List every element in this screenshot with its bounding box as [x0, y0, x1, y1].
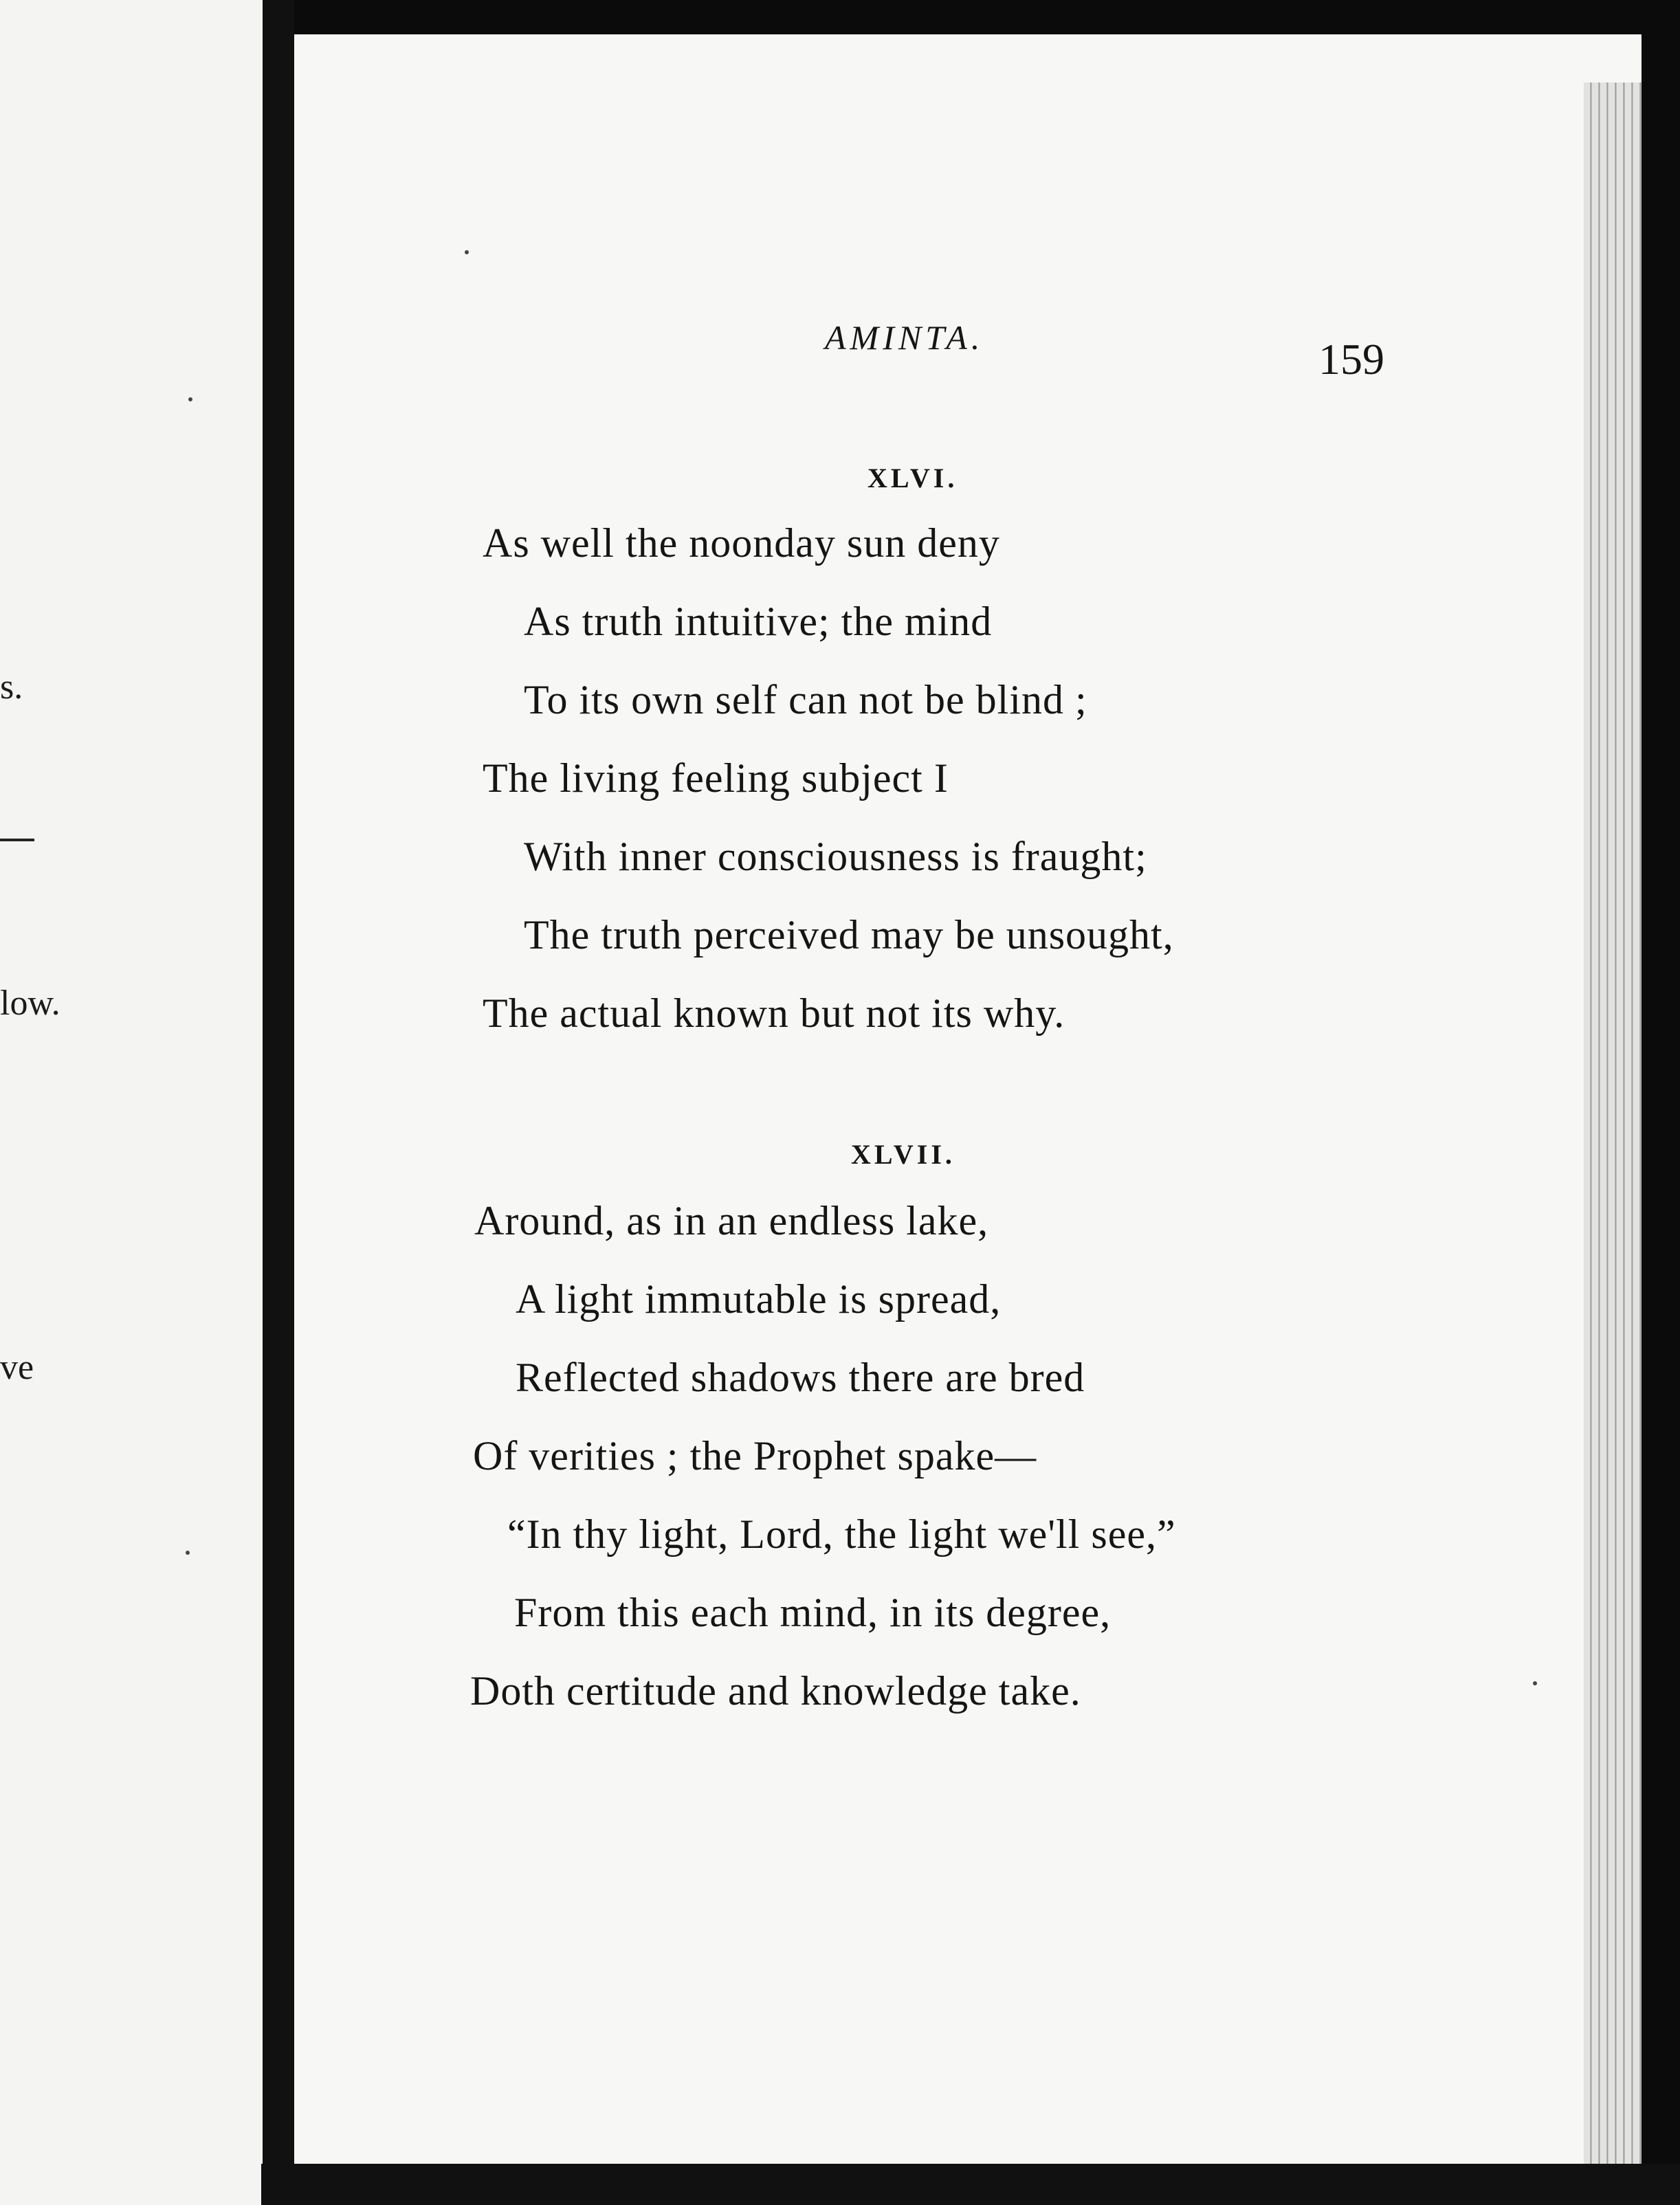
- verse-line: The truth perceived may be unsought,: [524, 912, 1174, 957]
- left-fragment: s.: [0, 667, 23, 707]
- verse-line: “In thy light, Lord, the light we'll see,”: [507, 1511, 1176, 1557]
- verse-line: Reflected shadows there are bred: [516, 1355, 1085, 1400]
- verse-line: The actual known but not its why.: [483, 990, 1065, 1036]
- left-rule: [0, 839, 34, 841]
- stanza-number: XLVI.: [867, 463, 958, 494]
- verse-line: A light immutable is spread,: [516, 1276, 1002, 1322]
- speck: [1533, 1681, 1537, 1685]
- verse-line: To its own self can not be blind ;: [524, 677, 1087, 722]
- speck: [465, 250, 469, 254]
- verse-line: With inner consciousness is fraught;: [524, 834, 1147, 879]
- verse-line: As well the noonday sun deny: [483, 520, 1000, 566]
- verse-line: As truth intuitive; the mind: [524, 599, 993, 644]
- left-fragment: ve: [0, 1348, 34, 1387]
- book-spine: [263, 0, 294, 2205]
- speck: [188, 397, 192, 401]
- page-edge: [1584, 82, 1642, 2200]
- bottom-shadow: [261, 2164, 1680, 2205]
- verse-line: Of verities ; the Prophet spake—: [473, 1433, 1037, 1478]
- verse-line: Around, as in an endless lake,: [474, 1198, 989, 1243]
- verse-line: Doth certitude and knowledge take.: [470, 1668, 1081, 1714]
- verse-line: From this each mind, in its degree,: [514, 1590, 1112, 1635]
- stanza-number: XLVII.: [851, 1139, 955, 1170]
- page-number: 159: [1318, 335, 1384, 384]
- left-page: [0, 0, 268, 2205]
- verse-line: The living feeling subject I: [483, 755, 949, 801]
- speck: [186, 1551, 190, 1555]
- running-title: AMINTA.: [825, 318, 984, 357]
- left-fragment: low.: [0, 984, 60, 1023]
